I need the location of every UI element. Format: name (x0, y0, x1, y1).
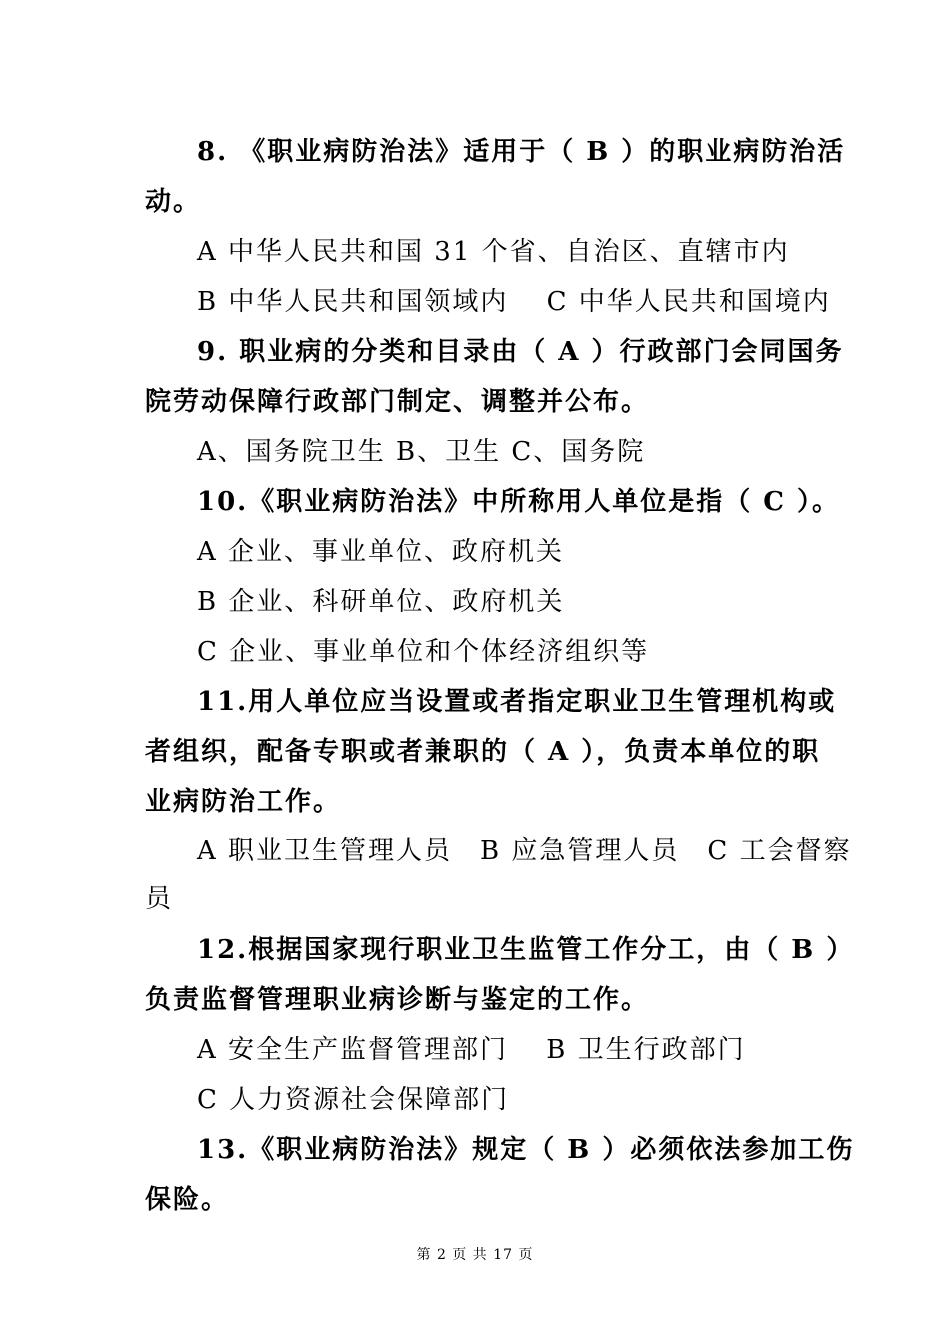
question-9-line-1: 9. 职业病的分类和目录由（ A ）行政部门会同国务 (197, 337, 844, 367)
question-11-line-3: 业病防治工作。 (145, 787, 342, 817)
question-8-options-bc: B 中华人民共和国领域内 C 中华人民共和国境内 (197, 287, 831, 317)
question-10-option-b: B 企业、科研单位、政府机关 (197, 587, 565, 617)
question-8-option-a: A 中华人民共和国 31 个省、自治区、直辖市内 (197, 237, 790, 267)
page-footer: 第 2 页 共 17 页 (416, 1247, 534, 1263)
question-10-option-a: A 企业、事业单位、政府机关 (197, 537, 565, 567)
question-9-options: A、国务院卫生 B、卫生 C、国务院 (197, 437, 646, 467)
question-11-line-2: 者组织，配备专职或者兼职的（ A ），负责本单位的职 (145, 737, 821, 767)
question-10-option-c: C 企业、事业单位和个体经济组织等 (197, 637, 650, 667)
question-11-options-wrap: 员 (145, 884, 174, 914)
question-13-line-1: 13.《职业病防治法》规定（ B ）必须依法参加工伤 (197, 1135, 855, 1165)
question-13-line-2: 保险。 (145, 1185, 230, 1215)
question-11-options: A 职业卫生管理人员 B 应急管理人员 C 工会督察 (197, 836, 852, 866)
question-12-options-ab: A 安全生产监督管理部门 B 卫生行政部门 (197, 1035, 746, 1065)
question-9-line-2: 院劳动保障行政部门制定、调整并公布。 (145, 387, 650, 417)
question-11-line-1: 11.用人单位应当设置或者指定职业卫生管理机构或 (197, 687, 837, 717)
question-10-line-1: 10.《职业病防治法》中所称用人单位是指（ C ）。 (197, 487, 841, 517)
question-12-line-1: 12.根据国家现行职业卫生监管工作分工，由（ B ） (197, 935, 855, 965)
question-8-line-2: 动。 (145, 187, 202, 217)
question-12-line-2: 负责监督管理职业病诊断与鉴定的工作。 (145, 985, 650, 1015)
question-8-line-1: 8. 《职业病防治法》适用于（ B ）的职业病防治活 (197, 137, 846, 167)
question-12-option-c: C 人力资源社会保障部门 (197, 1085, 510, 1115)
